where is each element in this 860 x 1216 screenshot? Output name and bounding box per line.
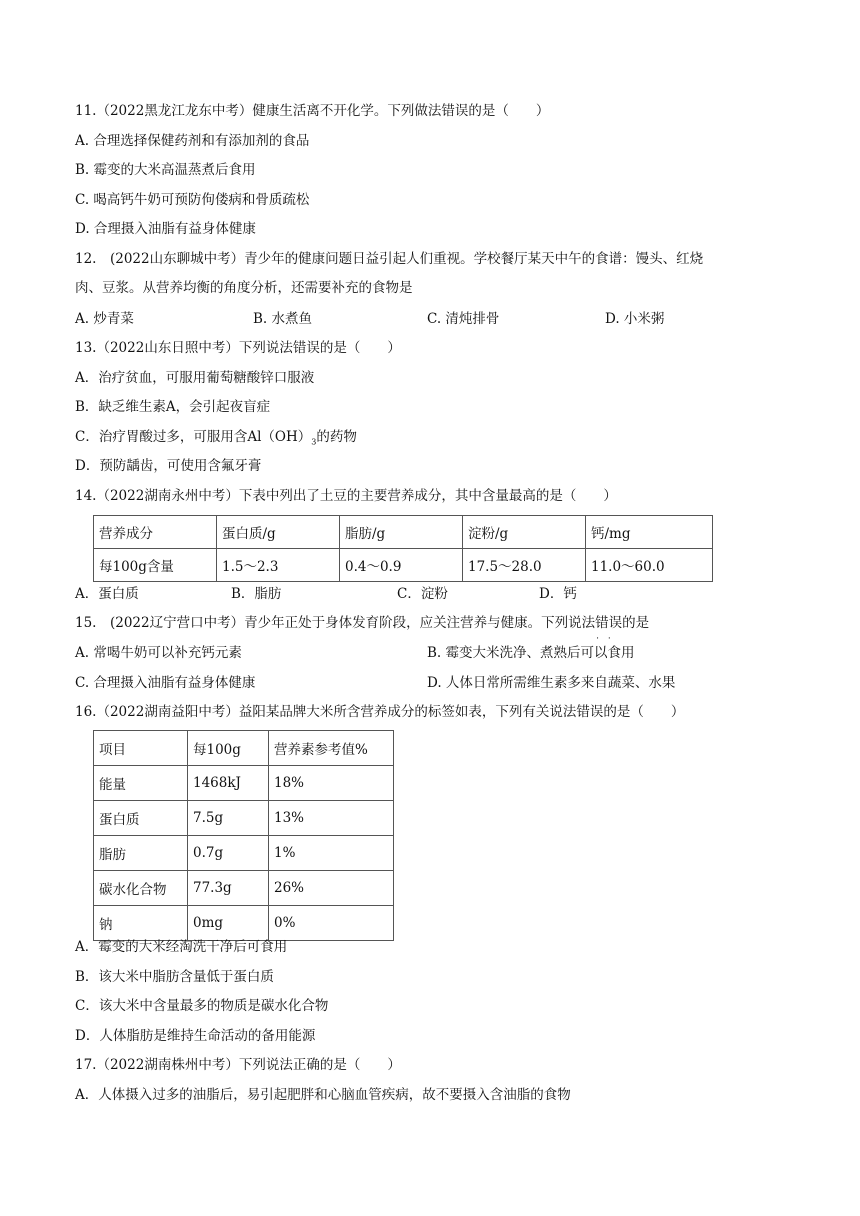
q15-option-c: C. 合理摄入油脂有益身体健康	[75, 675, 256, 691]
table-cell: 钠	[94, 906, 188, 941]
table-cell: 0.7g	[188, 836, 269, 871]
q14-option-a: A．蛋白质	[75, 586, 139, 602]
table-cell: 1.5～2.3	[217, 549, 340, 582]
q15-option-b: B. 霉变大米洗净、煮熟后可以食用	[427, 645, 635, 661]
table-cell: 脂肪	[94, 836, 188, 871]
table-cell: 7.5g	[188, 801, 269, 836]
q16-option-a: A．霉变的大米经淘洗干净后可食用	[75, 939, 288, 955]
q13-option-c-tail: 的药物	[316, 429, 357, 445]
q16-stem: 16.（2022湖南益阳中考）益阳某品牌大米所含营养成分的标签如表，下列有关说法错误的是（ ）	[75, 704, 685, 720]
q13-option-c-text: C．治疗胃酸过多，可服用含Al（OH）	[75, 429, 312, 445]
table-row	[94, 766, 394, 801]
q13-stem: 13.（2022山东日照中考）下列说法错误的是（ ）	[75, 340, 401, 356]
table-cell: 11.0～60.0	[586, 549, 713, 582]
table-row	[94, 906, 394, 941]
q13-option-d: D．预防龋齿，可使用含氟牙膏	[75, 458, 262, 474]
q14-nutrition-table	[93, 515, 713, 582]
q11-option-b: B. 霉变的大米高温蒸煮后食用	[75, 162, 256, 178]
table-cell: 能量	[94, 766, 188, 801]
q17-stem: 17.（2022湖南株州中考）下列说法正确的是（ ）	[75, 1057, 401, 1073]
table-cell: 17.5～28.0	[463, 549, 586, 582]
q12-option-d: D. 小米粥	[605, 311, 665, 327]
table-cell: 脂肪/g	[340, 516, 463, 549]
q15-stem	[75, 613, 649, 633]
table-cell: 每100g	[188, 731, 269, 766]
q15-stem-text: 15. (2022辽宁营口中考）青少年正处于身体发育阶段，应关注营养与健康。下列说法	[75, 615, 596, 631]
table-cell: 77.3g	[188, 871, 269, 906]
q11-option-c: C. 喝高钙牛奶可预防佝偻病和骨质疏松	[75, 192, 310, 208]
q12-option-c: C. 清炖排骨	[427, 311, 500, 327]
table-cell: 0mg	[188, 906, 269, 941]
table-cell: 1468kJ	[188, 766, 269, 801]
table-header-row	[94, 516, 713, 549]
q13-option-c-subscript: 3	[311, 437, 317, 447]
q16-option-c: C．该大米中含量最多的物质是碳水化合物	[75, 998, 329, 1014]
q11-option-d: D. 合理摄入油脂有益身体健康	[75, 221, 256, 237]
table-row	[94, 549, 713, 582]
table-cell: 钙/mg	[586, 516, 713, 549]
q12-stem-line2: 肉、豆浆。从营养均衡的角度分析，还需要补充的食物是	[75, 280, 413, 296]
q14-option-c: C．淀粉	[397, 586, 448, 602]
table-cell: 项目	[94, 731, 188, 766]
table-header-row	[94, 731, 394, 766]
table-cell: 0%	[269, 906, 394, 941]
table-cell: 营养素参考值%	[269, 731, 394, 766]
q13-option-b: B．缺乏维生素A，会引起夜盲症	[75, 399, 271, 415]
table-cell: 蛋白质	[94, 801, 188, 836]
table-cell: 淀粉/g	[463, 516, 586, 549]
q11-stem: 11.（2022黑龙江龙东中考）健康生活离不开化学。下列做法错误的是（ ）	[75, 103, 550, 119]
q12-stem-line1: 12. (2022山东聊城中考）青少年的健康问题日益引起人们重视。学校餐厅某天中午的食谱：馒头、红烧	[75, 251, 704, 267]
q17-option-a: A．人体摄入过多的油脂后，易引起肥胖和心脑血管疾病，故不要摄入含油脂的食物	[75, 1087, 571, 1103]
table-cell: 18%	[269, 766, 394, 801]
table-row	[94, 871, 394, 906]
q11-option-a: A. 合理选择保健药剂和有添加剂的食品	[75, 133, 310, 149]
q12-option-a: A. 炒青菜	[75, 311, 134, 327]
q15-stem-emphasis: 错误 · ·	[595, 615, 622, 631]
q16-option-b: B．该大米中脂肪含量低于蛋白质	[75, 969, 274, 985]
table-row	[94, 836, 394, 871]
q15-option-d: D. 人体日常所需维生素多来自蔬菜、水果	[427, 675, 676, 691]
q13-option-c	[75, 427, 357, 453]
q16-nutrition-label-table	[93, 730, 394, 941]
q16-option-d: D．人体脂肪是维持生命活动的备用能源	[75, 1028, 316, 1044]
q15-option-a: A. 常喝牛奶可以补充钙元素	[75, 645, 242, 661]
q14-option-b: B．脂肪	[231, 586, 282, 602]
q14-option-d: D．钙	[539, 586, 577, 602]
table-cell: 营养成分	[94, 516, 217, 549]
table-cell: 蛋白质/g	[217, 516, 340, 549]
table-cell: 0.4～0.9	[340, 549, 463, 582]
table-row	[94, 801, 394, 836]
q13-option-a: A．治疗贫血，可服用葡萄糖酸锌口服液	[75, 370, 315, 386]
q15-stem-tail: 的是	[622, 615, 650, 631]
table-cell: 碳水化合物	[94, 871, 188, 906]
table-cell: 26%	[269, 871, 394, 906]
q14-stem: 14.（2022湖南永州中考）下表中列出了土豆的主要营养成分，其中含量最高的是（ ）	[75, 488, 617, 504]
table-cell: 每100g含量	[94, 549, 217, 582]
q12-option-b: B. 水煮鱼	[253, 311, 313, 327]
table-cell: 1%	[269, 836, 394, 871]
table-cell: 13%	[269, 801, 394, 836]
